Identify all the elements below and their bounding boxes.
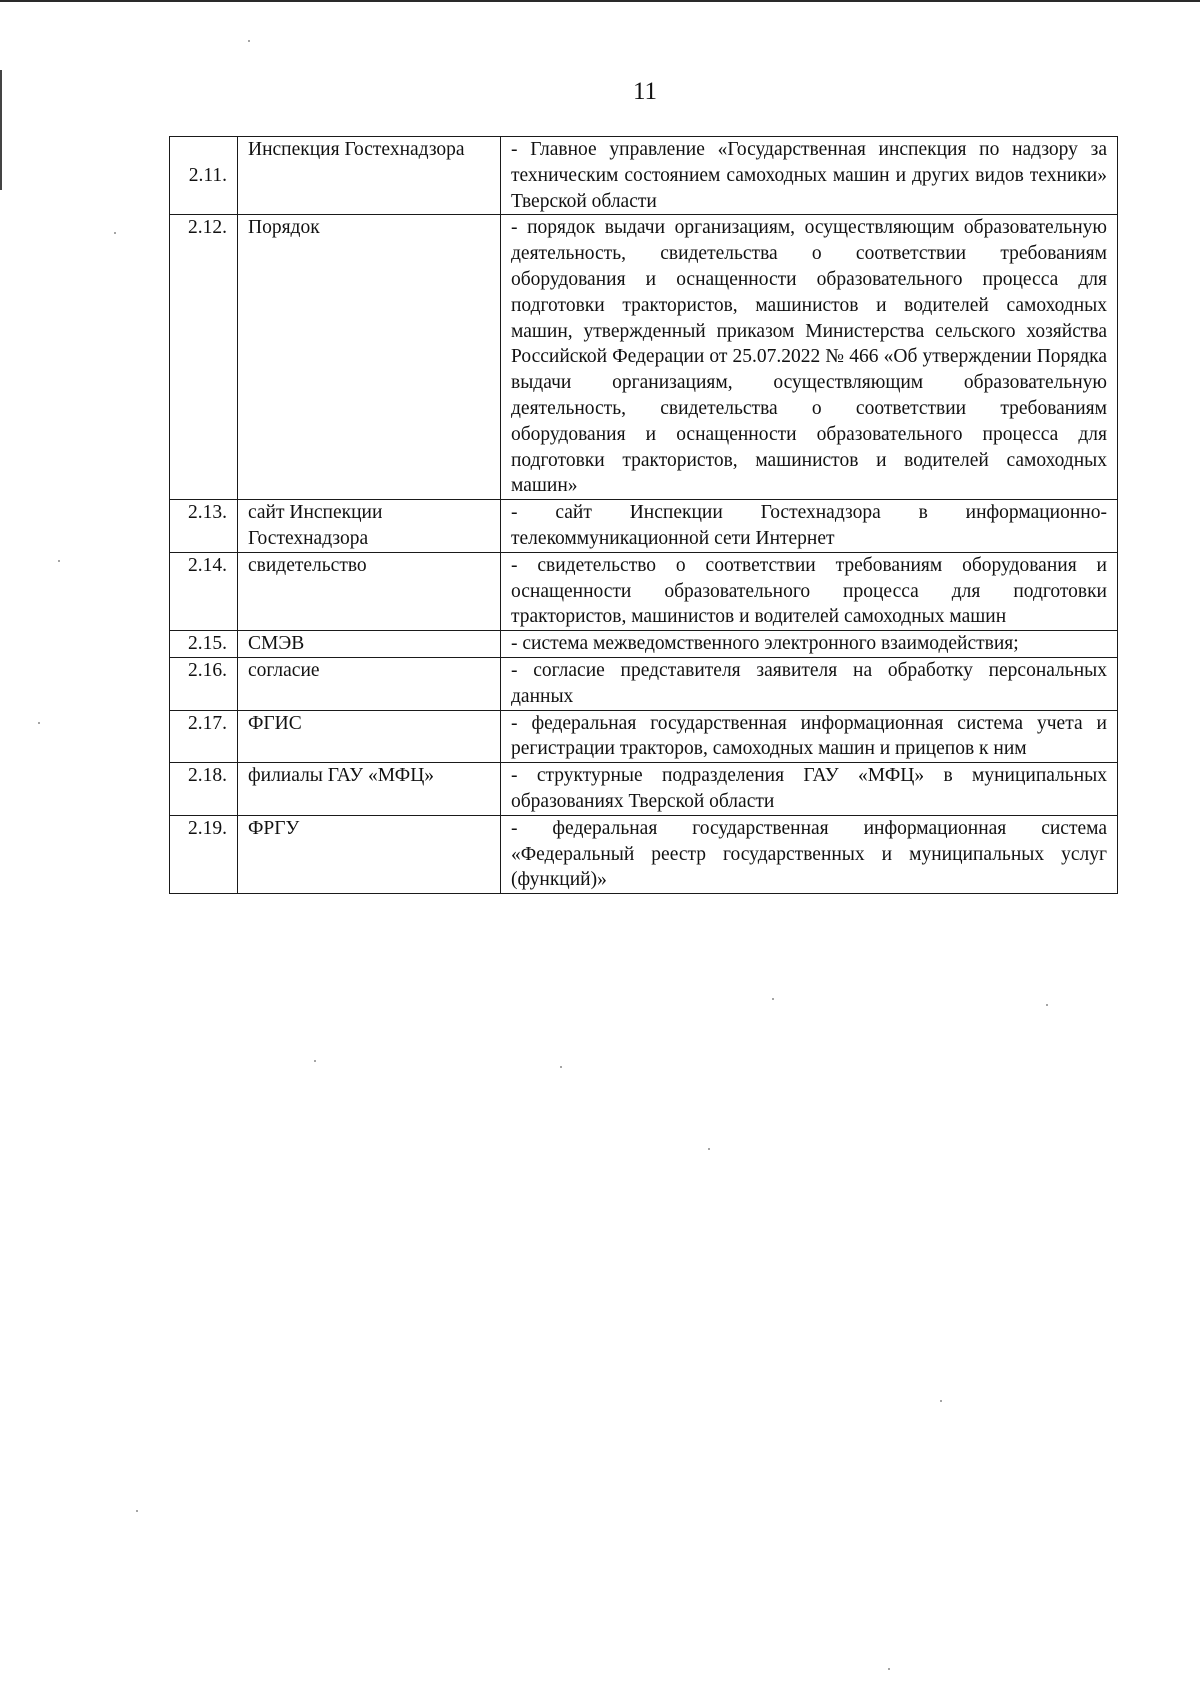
table-row	[170, 631, 1118, 658]
scan-speck	[136, 1510, 138, 1512]
row-number: 2.19.	[170, 815, 238, 893]
row-description: - федеральная государственная информационная система учета и регистрации тракторов, самоходных машин и прицепов к ним	[501, 710, 1118, 763]
row-description: - федеральная государственная информационная система «Федеральный реестр государственных и муниципальных услуг (функций)»	[501, 815, 1118, 893]
row-term: сайт Инспекции Гостехнадзора	[238, 500, 501, 553]
row-term: свидетельство	[238, 552, 501, 630]
row-term: ФГИС	[238, 710, 501, 763]
scan-speck	[772, 998, 774, 1000]
table-row	[170, 657, 1118, 710]
row-number: 2.15.	[170, 631, 238, 658]
table-row	[170, 137, 1118, 215]
row-description: - сайт Инспекции Гостехнадзора в информационно-телекоммуникационной сети Интернет	[501, 500, 1118, 553]
scan-speck	[888, 1668, 890, 1670]
row-term: согласие	[238, 657, 501, 710]
definitions-table	[169, 136, 1118, 894]
row-description: - порядок выдачи организациям, осуществляющим образовательную деятельность, свидетельства о соответствии требованиям оборудования и оснащенности образовательного процесса для подготовки трактористов, машинистов и водителей самоходных машин, утвержденный приказом Министерства сельского хозяйства Российской Федерации от 25.07.2022 № 466 «Об утверждении Порядка выдачи организациям, осуществляющим образовательную деятельность, свидетельства о соответствии требованиям оборудования и оснащенности образовательного процесса для подготовки трактористов, машинистов и водителей самоходных машин»	[501, 215, 1118, 500]
row-term: филиалы ГАУ «МФЦ»	[238, 763, 501, 816]
table-row	[170, 500, 1118, 553]
row-description: - согласие представителя заявителя на обработку персональных данных	[501, 657, 1118, 710]
row-description: - структурные подразделения ГАУ «МФЦ» в муниципальных образованиях Тверской области	[501, 763, 1118, 816]
scan-speck	[940, 1400, 942, 1402]
scan-speck	[708, 1148, 710, 1150]
scan-speck	[38, 722, 40, 724]
row-term: Инспекция Гостехнадзора	[238, 137, 501, 215]
row-number: 2.14.	[170, 552, 238, 630]
table-row	[170, 552, 1118, 630]
scan-border-top	[0, 0, 1200, 2]
row-description: - свидетельство о соответствии требованиям оборудования и оснащенности образовательного процесса для подготовки трактористов, машинистов и водителей самоходных машин	[501, 552, 1118, 630]
table-row	[170, 215, 1118, 500]
scan-speck	[248, 40, 250, 42]
row-number: 2.11.	[170, 137, 238, 215]
row-number: 2.13.	[170, 500, 238, 553]
row-number: 2.16.	[170, 657, 238, 710]
scan-speck	[114, 232, 116, 234]
table-row	[170, 763, 1118, 816]
table-row	[170, 710, 1118, 763]
row-description: - Главное управление «Государственная инспекция по надзору за техническим состоянием самоходных машин и других видов техники» Тверской области	[501, 137, 1118, 215]
scan-speck	[314, 1060, 316, 1062]
row-number: 2.18.	[170, 763, 238, 816]
row-term: СМЭВ	[238, 631, 501, 658]
scan-speck	[58, 560, 60, 562]
row-number: 2.12.	[170, 215, 238, 500]
row-term: Порядок	[238, 215, 501, 500]
row-number: 2.17.	[170, 710, 238, 763]
scan-speck	[1046, 1004, 1048, 1006]
row-term: ФРГУ	[238, 815, 501, 893]
scan-speck	[560, 1066, 562, 1068]
row-description: - система межведомственного электронного взаимодействия;	[501, 631, 1118, 658]
page-number: 11	[632, 78, 658, 105]
table-row	[170, 815, 1118, 893]
